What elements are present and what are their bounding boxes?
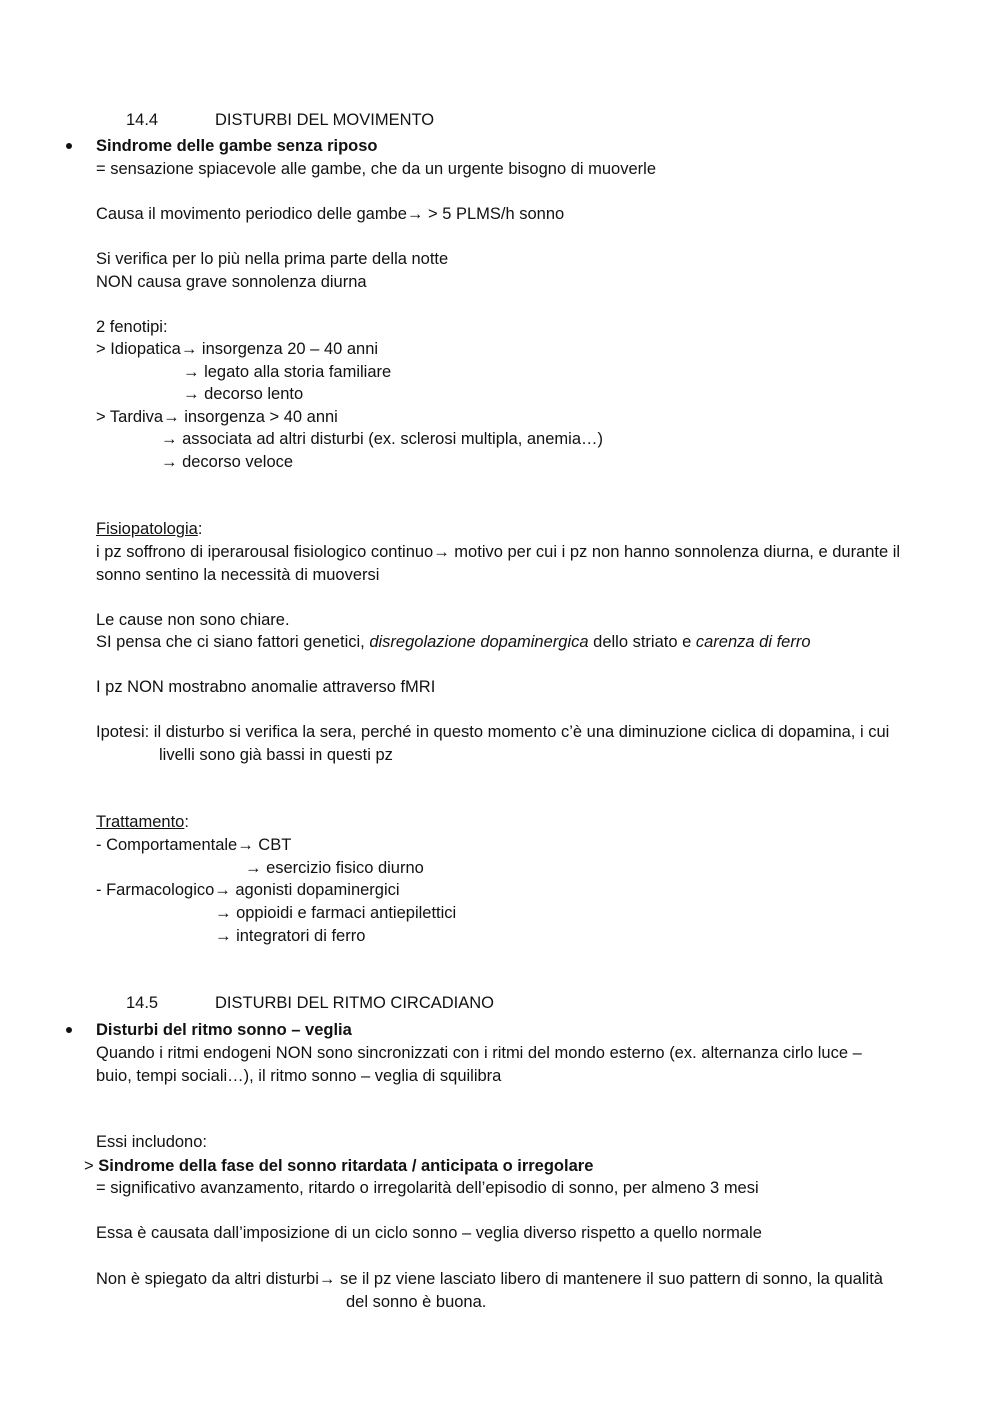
si-pensa-text: SI pensa che ci siano fattori genetici, [96, 633, 370, 651]
si-pensa-italic: carenza di ferro [695, 633, 811, 651]
includes-line: Essi includono: [96, 1133, 207, 1151]
section-number: 14.4 [126, 111, 159, 129]
treatment-detail: → integratori di ferro [215, 927, 366, 945]
section-title: DISTURBI DEL RITMO CIRCADIANO [215, 994, 494, 1012]
subitem-prefix: > [84, 1157, 99, 1175]
item-title: Sindrome delle gambe senza riposo [96, 137, 378, 155]
caused-line: Essa è causata dall’imposizione di un ciclo sonno – veglia diverso rispetto a quello normale [96, 1224, 762, 1242]
item-title: Disturbi del ritmo sonno – veglia [96, 1021, 352, 1039]
trattamento-heading [96, 811, 189, 833]
subitem-title [84, 1155, 593, 1177]
si-pensa-text: dello striato e [588, 633, 696, 651]
section-number: 14.5 [126, 994, 159, 1012]
tardive-detail: → associata ad altri disturbi (ex. sclerosi multipla, anemia…) [161, 430, 603, 448]
bullet-icon [66, 1027, 72, 1033]
not-cause-line: NON causa grave sonnolenza diurna [96, 273, 367, 291]
fisiopatologia-text: sonno sentino la necessità di muoversi [96, 566, 380, 584]
trattamento-label: Trattamento [96, 813, 185, 831]
treatment-line: - Farmacologico→ agonisti dopaminergici [96, 881, 400, 899]
si-pensa-line [96, 631, 811, 653]
treatment-line: - Comportamentale→ CBT [96, 836, 292, 854]
definition: = sensazione spiacevole alle gambe, che da un urgente bisogno di muoverle [96, 160, 656, 178]
subitem-definition: = significativo avanzamento, ritardo o irregolarità dell’episodio di sonno, per almeno 3 mesi [96, 1179, 759, 1197]
fisiopatologia-heading [96, 518, 202, 540]
fisiopatologia-label: Fisiopatologia [96, 520, 198, 538]
ipotesi-line: livelli sono già bassi in questi pz [159, 746, 393, 764]
si-pensa-italic: disregolazione dopaminergica [369, 633, 589, 651]
occurs-line: Si verifica per lo più nella prima parte della notte [96, 250, 449, 268]
subitem-title-text: Sindrome della fase del sonno ritardata / anticipata o irregolare [98, 1157, 594, 1175]
cause-line: Causa il movimento periodico delle gambe→ > 5 PLMS/h sonno [96, 205, 565, 223]
causes-unclear: Le cause non sono chiare. [96, 611, 290, 629]
fmri-line: I pz NON mostrabno anomalie attraverso fMRI [96, 678, 436, 696]
tardive-detail: → decorso veloce [161, 453, 294, 471]
treatment-detail: → esercizio fisico diurno [245, 859, 424, 877]
tardive-line: > Tardiva→ insorgenza > 40 anni [96, 408, 338, 426]
idiopathic-detail: → decorso lento [183, 385, 304, 403]
not-explained-line: Non è spiegato da altri disturbi→ se il pz viene lasciato libero di mantenere il suo pattern di sonno, la qualità [96, 1270, 883, 1288]
idiopathic-line: > Idiopatica→ insorgenza 20 – 40 anni [96, 340, 379, 358]
section-title: DISTURBI DEL MOVIMENTO [215, 111, 435, 129]
description: Quando i ritmi endogeni NON sono sincronizzati con i ritmi del mondo esterno (ex. alternanza cirlo luce – [96, 1044, 862, 1062]
phenotypes-title: 2 fenotipi: [96, 318, 168, 336]
ipotesi-line: Ipotesi: il disturbo si verifica la sera, perché in questo momento c’è una diminuzione ciclica di dopamina, i cui [96, 723, 890, 741]
bullet-icon [66, 143, 72, 149]
description: buio, tempi sociali…), il ritmo sonno – veglia di squilibra [96, 1067, 502, 1085]
treatment-detail: → oppioidi e farmaci antiepilettici [215, 904, 457, 922]
idiopathic-detail: → legato alla storia familiare [183, 363, 392, 381]
trattamento-colon: : [184, 813, 189, 831]
fisiopatologia-colon: : [197, 520, 203, 538]
not-explained-line: del sonno è buona. [346, 1293, 487, 1311]
fisiopatologia-text: i pz soffrono di iperarousal fisiologico continuo→ motivo per cui i pz non hanno sonnolenza diurna, e durante il [96, 543, 901, 561]
